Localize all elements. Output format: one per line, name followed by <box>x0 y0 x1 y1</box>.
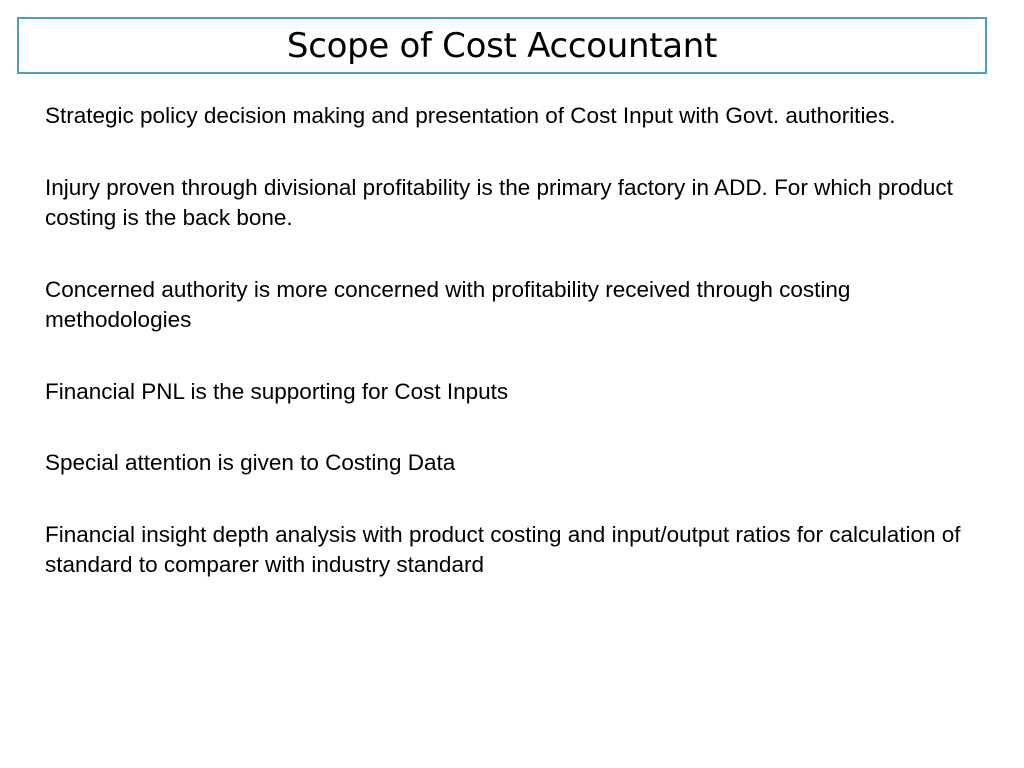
paragraph-strategic-policy: Strategic policy decision making and presentation of Cost Input with Govt. authorities. <box>45 103 896 128</box>
slide-title: Scope of Cost Accountant <box>286 25 718 66</box>
paragraph-special-attention: Special attention is given to Costing Data <box>45 450 456 475</box>
slide-content <box>45 101 995 581</box>
paragraph-financial-pnl: Financial PNL is the supporting for Cost Inputs <box>45 378 509 404</box>
paragraph-financial-insight: Financial insight depth analysis with product costing and input/output ratios for calculation of standard to comparer with industry standard <box>45 521 961 577</box>
title-box <box>17 17 987 74</box>
paragraph-concerned-authority: Concerned authority is more concerned with profitability received through costing methodologies <box>45 276 851 332</box>
paragraph-injury-proven: Injury proven through divisional profitability is the primary factory in ADD. For which product costing is the back bone. <box>45 174 953 230</box>
